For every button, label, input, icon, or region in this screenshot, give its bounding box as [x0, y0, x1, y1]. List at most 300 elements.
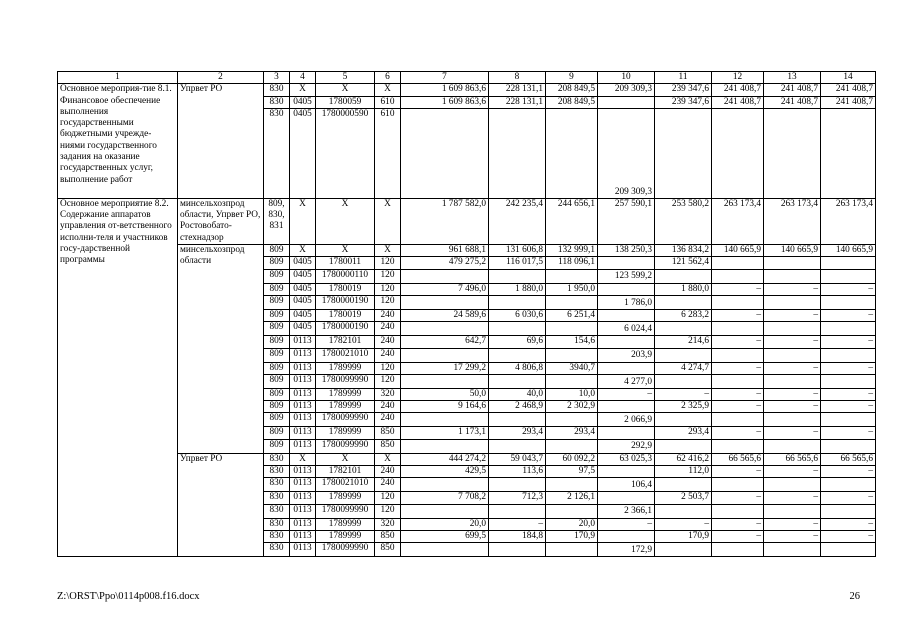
- table-row: [58, 453, 876, 465]
- cell-c13: 241 408,7: [764, 84, 821, 96]
- cell-c4: Х: [290, 84, 316, 96]
- cell-c6: 240: [375, 322, 401, 336]
- cell-c12: –: [712, 362, 764, 374]
- cell-c4: 0405: [290, 269, 316, 283]
- cell-c6: 120: [375, 362, 401, 374]
- cell-c6: 120: [375, 269, 401, 283]
- cell-c13: –: [764, 362, 821, 374]
- cell-c10: [598, 96, 655, 108]
- cell-c13: 66 565,6: [764, 453, 821, 465]
- cell-c14: 140 665,9: [821, 245, 876, 257]
- cell-c5: 1780099990: [316, 413, 375, 427]
- responsible-executor: минсельхозпрод области, Упрвет РО, Ростовобато-стехнадзор: [178, 198, 264, 244]
- cell-c11: 121 562,4: [655, 257, 712, 269]
- cell-c9: [546, 413, 598, 427]
- cell-c12: 66 565,6: [712, 453, 764, 465]
- cell-c11: 170,9: [655, 530, 712, 542]
- cell-c8: 242 235,4: [489, 198, 546, 244]
- cell-c7: 7 496,0: [401, 283, 489, 295]
- cell-c11: 1 880,0: [655, 283, 712, 295]
- cell-c3: 830: [264, 453, 290, 465]
- cell-c10: [598, 427, 655, 439]
- cell-c13: –: [764, 388, 821, 400]
- cell-c12: –: [712, 492, 764, 504]
- cell-c11: 253 580,2: [655, 198, 712, 244]
- cell-c14: –: [821, 283, 876, 295]
- cell-c3: 830: [264, 518, 290, 530]
- cell-c6: 120: [375, 504, 401, 518]
- footer-file-path: Z:\ORST\Ppo\0114p008.f16.docx: [57, 591, 200, 602]
- cell-c5: 1780019: [316, 283, 375, 295]
- cell-c3: 809: [264, 336, 290, 348]
- cell-c12: –: [712, 466, 764, 478]
- cell-c5: 1780099990: [316, 439, 375, 453]
- cell-c9: [546, 478, 598, 492]
- cell-c12: [712, 322, 764, 336]
- cell-c8: 1 880,0: [489, 283, 546, 295]
- cell-c5: 1782101: [316, 336, 375, 348]
- cell-c14: 241 408,7: [821, 84, 876, 96]
- cell-c11: 2 325,9: [655, 401, 712, 413]
- cell-c11: [655, 322, 712, 336]
- measure-description: Основное мероприятие 8.2. Содержание аппаратов управления от-ветственного исполни-теля и участников госу-дарственной программы: [58, 198, 178, 556]
- cell-c10: [598, 362, 655, 374]
- header-cell: 14: [821, 72, 876, 84]
- cell-c6: 320: [375, 388, 401, 400]
- cell-c6: 610: [375, 108, 401, 198]
- cell-c5: Х: [316, 245, 375, 257]
- cell-c9: [546, 504, 598, 518]
- cell-c10: 106,4: [598, 478, 655, 492]
- cell-c13: –: [764, 530, 821, 542]
- cell-c10: [598, 530, 655, 542]
- cell-c7: 429,5: [401, 466, 489, 478]
- cell-c6: 850: [375, 530, 401, 542]
- cell-c14: [821, 478, 876, 492]
- header-cell: 6: [375, 72, 401, 84]
- cell-c14: 241 408,7: [821, 96, 876, 108]
- cell-c4: 0405: [290, 108, 316, 198]
- cell-c5: 1789999: [316, 427, 375, 439]
- cell-c10: [598, 492, 655, 504]
- cell-c8: [489, 439, 546, 453]
- cell-c8: 69,6: [489, 336, 546, 348]
- cell-c4: 0405: [290, 322, 316, 336]
- cell-c4: Х: [290, 198, 316, 244]
- cell-c9: 2 302,9: [546, 401, 598, 413]
- cell-c14: –: [821, 492, 876, 504]
- cell-c14: –: [821, 401, 876, 413]
- cell-c4: 0113: [290, 362, 316, 374]
- cell-c10: 2 366,1: [598, 504, 655, 518]
- cell-c8: [489, 543, 546, 557]
- cell-c14: [821, 504, 876, 518]
- cell-c3: 809: [264, 257, 290, 269]
- cell-c3: 809: [264, 322, 290, 336]
- cell-c6: 120: [375, 374, 401, 388]
- cell-c7: 50,0: [401, 388, 489, 400]
- cell-c4: 0113: [290, 413, 316, 427]
- cell-c12: –: [712, 427, 764, 439]
- cell-c14: [821, 257, 876, 269]
- cell-c3: 830: [264, 543, 290, 557]
- cell-c5: 1780021010: [316, 478, 375, 492]
- cell-c12: 263 173,4: [712, 198, 764, 244]
- cell-c14: [821, 413, 876, 427]
- cell-c5: 1789999: [316, 518, 375, 530]
- cell-c14: [821, 108, 876, 198]
- budget-table: [57, 71, 876, 557]
- cell-c5: 1780099990: [316, 543, 375, 557]
- cell-c3: 830: [264, 504, 290, 518]
- header-cell: 13: [764, 72, 821, 84]
- cell-c10: 209 309,3: [598, 84, 655, 96]
- cell-c12: –: [712, 530, 764, 542]
- cell-c5: 1780011: [316, 257, 375, 269]
- cell-c3: 809, 830, 831: [264, 198, 290, 244]
- cell-c12: –: [712, 518, 764, 530]
- cell-c14: –: [821, 518, 876, 530]
- cell-c14: [821, 439, 876, 453]
- header-cell: 4: [290, 72, 316, 84]
- header-cell: 10: [598, 72, 655, 84]
- cell-c4: 0113: [290, 348, 316, 362]
- cell-c9: 170,9: [546, 530, 598, 542]
- cell-c7: 961 688,1: [401, 245, 489, 257]
- cell-c9: 118 096,1: [546, 257, 598, 269]
- cell-c13: [764, 413, 821, 427]
- cell-c9: [546, 108, 598, 198]
- cell-c13: [764, 322, 821, 336]
- cell-c9: 154,6: [546, 336, 598, 348]
- cell-c9: 208 849,5: [546, 96, 598, 108]
- cell-c12: [712, 295, 764, 309]
- cell-c9: 6 251,4: [546, 309, 598, 321]
- cell-c10: 1 786,0: [598, 295, 655, 309]
- cell-c7: [401, 439, 489, 453]
- cell-c14: –: [821, 427, 876, 439]
- cell-c7: [401, 413, 489, 427]
- cell-c5: 1780099990: [316, 504, 375, 518]
- cell-c3: 809: [264, 245, 290, 257]
- cell-c12: 241 408,7: [712, 84, 764, 96]
- cell-c11: 214,6: [655, 336, 712, 348]
- cell-c7: 1 609 863,6: [401, 84, 489, 96]
- cell-c4: 0113: [290, 530, 316, 542]
- cell-c14: 263 173,4: [821, 198, 876, 244]
- cell-c13: [764, 439, 821, 453]
- cell-c3: 830: [264, 466, 290, 478]
- cell-c9: [546, 543, 598, 557]
- cell-c6: 240: [375, 336, 401, 348]
- cell-c14: –: [821, 309, 876, 321]
- cell-c13: –: [764, 283, 821, 295]
- cell-c10: 257 590,1: [598, 198, 655, 244]
- cell-c7: [401, 504, 489, 518]
- cell-c7: 17 299,2: [401, 362, 489, 374]
- cell-c5: 1789999: [316, 388, 375, 400]
- cell-c14: –: [821, 362, 876, 374]
- cell-c13: [764, 374, 821, 388]
- cell-c5: Х: [316, 453, 375, 465]
- cell-c10: 172,9: [598, 543, 655, 557]
- cell-c4: 0113: [290, 504, 316, 518]
- cell-c8: 131 606,8: [489, 245, 546, 257]
- cell-c12: [712, 504, 764, 518]
- cell-c8: 40,0: [489, 388, 546, 400]
- cell-c4: 0113: [290, 336, 316, 348]
- cell-c6: 240: [375, 466, 401, 478]
- cell-c5: Х: [316, 84, 375, 96]
- cell-c6: 120: [375, 257, 401, 269]
- cell-c11: 2 503,7: [655, 492, 712, 504]
- cell-c5: 1780059: [316, 96, 375, 108]
- cell-c9: 97,5: [546, 466, 598, 478]
- cell-c13: –: [764, 492, 821, 504]
- cell-c11: 62 416,2: [655, 453, 712, 465]
- cell-c3: 809: [264, 362, 290, 374]
- cell-c6: 240: [375, 309, 401, 321]
- responsible-executor: Упрвет РО: [178, 453, 264, 556]
- cell-c3: 830: [264, 530, 290, 542]
- cell-c4: 0405: [290, 295, 316, 309]
- cell-c7: [401, 348, 489, 362]
- cell-c4: Х: [290, 245, 316, 257]
- table-row: [58, 198, 876, 244]
- cell-c8: 113,6: [489, 466, 546, 478]
- cell-c6: 240: [375, 348, 401, 362]
- cell-c7: [401, 543, 489, 557]
- cell-c10: [598, 309, 655, 321]
- cell-c9: 3940,7: [546, 362, 598, 374]
- cell-c3: 809: [264, 388, 290, 400]
- cell-c4: 0113: [290, 401, 316, 413]
- cell-c5: 1789999: [316, 492, 375, 504]
- cell-c10: –: [598, 388, 655, 400]
- cell-c8: 59 043,7: [489, 453, 546, 465]
- cell-c10: 123 599,2: [598, 269, 655, 283]
- cell-c7: [401, 269, 489, 283]
- cell-c12: [712, 439, 764, 453]
- cell-c8: 4 806,8: [489, 362, 546, 374]
- header-cell: 1: [58, 72, 178, 84]
- cell-c9: [546, 439, 598, 453]
- cell-c6: Х: [375, 84, 401, 96]
- cell-c4: 0113: [290, 388, 316, 400]
- cell-c8: 116 017,5: [489, 257, 546, 269]
- cell-c4: 0405: [290, 309, 316, 321]
- cell-c10: 2 066,9: [598, 413, 655, 427]
- cell-c3: 809: [264, 374, 290, 388]
- cell-c6: 850: [375, 427, 401, 439]
- header-row: [58, 72, 876, 84]
- cell-c3: 809: [264, 269, 290, 283]
- cell-c11: 239 347,6: [655, 96, 712, 108]
- cell-c6: 320: [375, 518, 401, 530]
- responsible-executor: минсельхозпрод области: [178, 245, 264, 454]
- cell-c8: 184,8: [489, 530, 546, 542]
- header-cell: 7: [401, 72, 489, 84]
- cell-c4: Х: [290, 453, 316, 465]
- measure-description: Основное мероприя-тие 8.1. Финансовое обеспечение выполнения государственными бюджетными учрежде-ниями государственного задания на оказание государственных услуг, выполнение работ: [58, 84, 178, 199]
- cell-c10: 209 309,3: [598, 108, 655, 198]
- cell-c8: [489, 322, 546, 336]
- cell-c6: Х: [375, 453, 401, 465]
- cell-c3: 830: [264, 478, 290, 492]
- header-cell: 5: [316, 72, 375, 84]
- cell-c6: 120: [375, 492, 401, 504]
- cell-c14: [821, 322, 876, 336]
- cell-c13: –: [764, 427, 821, 439]
- header-cell: 3: [264, 72, 290, 84]
- cell-c12: 140 665,9: [712, 245, 764, 257]
- cell-c9: [546, 295, 598, 309]
- cell-c8: 2 468,9: [489, 401, 546, 413]
- cell-c9: 208 849,5: [546, 84, 598, 96]
- cell-c11: 136 834,2: [655, 245, 712, 257]
- cell-c10: [598, 257, 655, 269]
- cell-c7: 1 173,1: [401, 427, 489, 439]
- cell-c9: 1 950,0: [546, 283, 598, 295]
- cell-c7: 444 274,2: [401, 453, 489, 465]
- cell-c7: [401, 322, 489, 336]
- cell-c11: [655, 413, 712, 427]
- cell-c6: Х: [375, 198, 401, 244]
- cell-c6: 240: [375, 478, 401, 492]
- cell-c12: [712, 257, 764, 269]
- cell-c13: –: [764, 309, 821, 321]
- cell-c4: 0113: [290, 439, 316, 453]
- cell-c3: 809: [264, 413, 290, 427]
- cell-c12: [712, 478, 764, 492]
- cell-c9: 2 126,1: [546, 492, 598, 504]
- cell-c13: 263 173,4: [764, 198, 821, 244]
- cell-c8: [489, 478, 546, 492]
- cell-c6: 240: [375, 401, 401, 413]
- cell-c10: [598, 336, 655, 348]
- cell-c7: 699,5: [401, 530, 489, 542]
- cell-c14: [821, 543, 876, 557]
- cell-c6: 240: [375, 413, 401, 427]
- cell-c13: –: [764, 518, 821, 530]
- cell-c11: 112,0: [655, 466, 712, 478]
- cell-c13: [764, 504, 821, 518]
- cell-c8: [489, 108, 546, 198]
- cell-c12: [712, 108, 764, 198]
- header-cell: 12: [712, 72, 764, 84]
- cell-c13: 140 665,9: [764, 245, 821, 257]
- cell-c8: [489, 269, 546, 283]
- cell-c14: 66 565,6: [821, 453, 876, 465]
- cell-c6: 850: [375, 543, 401, 557]
- cell-c7: 20,0: [401, 518, 489, 530]
- cell-c9: 293,4: [546, 427, 598, 439]
- cell-c5: 1789999: [316, 401, 375, 413]
- cell-c14: [821, 269, 876, 283]
- cell-c3: 809: [264, 401, 290, 413]
- cell-c7: 642,7: [401, 336, 489, 348]
- cell-c9: [546, 322, 598, 336]
- cell-c7: 7 708,2: [401, 492, 489, 504]
- cell-c7: 1 609 863,6: [401, 96, 489, 108]
- cell-c5: 1780000590: [316, 108, 375, 198]
- cell-c12: [712, 269, 764, 283]
- cell-c4: 0113: [290, 374, 316, 388]
- cell-c13: [764, 269, 821, 283]
- cell-c3: 809: [264, 427, 290, 439]
- cell-c4: 0113: [290, 518, 316, 530]
- cell-c8: [489, 413, 546, 427]
- header-cell: 11: [655, 72, 712, 84]
- cell-c13: –: [764, 401, 821, 413]
- cell-c4: 0113: [290, 492, 316, 504]
- cell-c11: [655, 108, 712, 198]
- cell-c5: 1782101: [316, 466, 375, 478]
- cell-c3: 809: [264, 439, 290, 453]
- cell-c14: –: [821, 530, 876, 542]
- cell-c13: –: [764, 466, 821, 478]
- cell-c10: 292,9: [598, 439, 655, 453]
- header-cell: 2: [178, 72, 264, 84]
- cell-c10: 6 024,4: [598, 322, 655, 336]
- cell-c9: 10,0: [546, 388, 598, 400]
- cell-c5: 1780000190: [316, 295, 375, 309]
- cell-c8: 228 131,1: [489, 84, 546, 96]
- cell-c11: [655, 439, 712, 453]
- cell-c14: –: [821, 466, 876, 478]
- cell-c3: 830: [264, 492, 290, 504]
- table-row: [58, 245, 876, 257]
- cell-c12: –: [712, 388, 764, 400]
- cell-c3: 809: [264, 283, 290, 295]
- cell-c5: 1780021010: [316, 348, 375, 362]
- footer-page-number: 26: [849, 591, 860, 602]
- cell-c7: [401, 295, 489, 309]
- cell-c12: –: [712, 336, 764, 348]
- cell-c7: 1 787 582,0: [401, 198, 489, 244]
- cell-c4: 0113: [290, 543, 316, 557]
- cell-c13: [764, 478, 821, 492]
- cell-c11: 239 347,6: [655, 84, 712, 96]
- cell-c12: –: [712, 309, 764, 321]
- cell-c7: 24 589,6: [401, 309, 489, 321]
- cell-c11: 293,4: [655, 427, 712, 439]
- cell-c4: 0113: [290, 466, 316, 478]
- cell-c5: 1789999: [316, 530, 375, 542]
- cell-c8: –: [489, 518, 546, 530]
- cell-c9: [546, 269, 598, 283]
- cell-c10: 4 277,0: [598, 374, 655, 388]
- cell-c4: 0113: [290, 478, 316, 492]
- cell-c14: [821, 348, 876, 362]
- cell-c5: 1780019: [316, 309, 375, 321]
- cell-c7: [401, 374, 489, 388]
- cell-c12: [712, 374, 764, 388]
- cell-c11: [655, 374, 712, 388]
- cell-c9: [546, 348, 598, 362]
- cell-c3: 830: [264, 96, 290, 108]
- cell-c5: 1780099990: [316, 374, 375, 388]
- cell-c4: 0405: [290, 283, 316, 295]
- cell-c6: 120: [375, 295, 401, 309]
- cell-c10: [598, 466, 655, 478]
- cell-c8: [489, 295, 546, 309]
- cell-c3: 830: [264, 84, 290, 96]
- cell-c9: 244 656,1: [546, 198, 598, 244]
- header-cell: 8: [489, 72, 546, 84]
- cell-c6: 850: [375, 439, 401, 453]
- cell-c10: [598, 401, 655, 413]
